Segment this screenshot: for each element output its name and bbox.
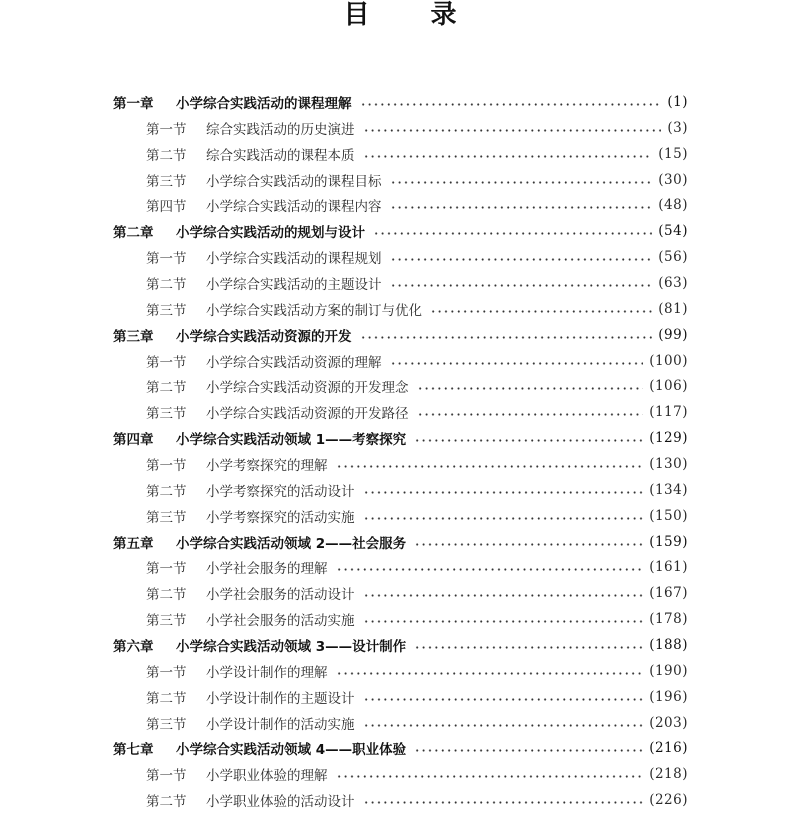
toc-entry-label: [113, 221, 365, 241]
dot-leader: [390, 181, 653, 184]
section-title: 小学综合实践活动的主题设计: [206, 276, 382, 293]
toc-section-entry: [0, 244, 800, 270]
dot-leader: [417, 413, 644, 416]
toc-chapter-entry: [0, 735, 800, 761]
dot-leader: [373, 232, 652, 235]
section-number: 第二节: [146, 147, 187, 164]
dot-leader: [390, 284, 653, 287]
dot-leader: [363, 491, 644, 494]
toc-section-entry: [0, 167, 800, 193]
toc-section-entry: [0, 192, 800, 218]
chapter-title: 小学综合实践活动领域 2——社会服务: [176, 535, 407, 552]
section-title: 小学设计制作的活动实施: [206, 716, 355, 733]
section-number: 第一节: [146, 251, 187, 268]
page-number: (54): [658, 223, 688, 240]
page-number: (196): [649, 688, 688, 705]
toc-entry-label: [146, 247, 382, 267]
page-number: (218): [649, 766, 688, 783]
page-number: (30): [658, 171, 688, 188]
dot-leader: [414, 543, 643, 546]
page-number: (190): [649, 662, 688, 679]
toc-entry-label: [146, 170, 382, 190]
toc-chapter-entry: [0, 89, 800, 115]
dot-leader: [414, 749, 643, 752]
page-number: (48): [658, 197, 688, 214]
page-number: (159): [649, 533, 688, 550]
dot-leader: [363, 155, 653, 158]
dot-leader: [390, 258, 653, 261]
page-number: (203): [649, 714, 688, 731]
section-title: 小学社会服务的理解: [206, 561, 328, 578]
section-number: 第二节: [146, 483, 187, 500]
toc-section-entry: [0, 761, 800, 787]
chapter-number: 第四章: [113, 432, 154, 449]
toc-entry-label: [113, 428, 406, 448]
toc-section-entry: [0, 451, 800, 477]
page-number: (150): [649, 507, 688, 524]
section-title: 小学综合实践活动资源的开发理念: [206, 380, 409, 397]
toc-entry-label: [146, 557, 328, 577]
toc-entry-label: [146, 764, 328, 784]
dot-leader: [336, 775, 644, 778]
toc-section-entry: [0, 658, 800, 684]
section-title: 小学社会服务的活动实施: [206, 613, 355, 630]
toc-entry-label: [113, 532, 406, 552]
section-title: 小学考察探究的理解: [206, 457, 328, 474]
section-number: 第一节: [146, 664, 187, 681]
section-number: 第三节: [146, 509, 187, 526]
section-number: 第一节: [146, 768, 187, 785]
toc-entry-label: [146, 144, 355, 164]
page-number: (130): [649, 455, 688, 472]
toc-entry-label: [113, 325, 352, 345]
section-title: 小学职业体验的理解: [206, 768, 328, 785]
dot-leader: [336, 465, 644, 468]
page-number: (188): [649, 636, 688, 653]
page-number: (99): [658, 326, 688, 343]
toc-chapter-entry: [0, 322, 800, 348]
dot-leader: [363, 698, 644, 701]
toc-entry-label: [146, 299, 422, 319]
section-number: 第二节: [146, 380, 187, 397]
section-title: 小学综合实践活动资源的开发路径: [206, 406, 409, 423]
toc-chapter-entry: [0, 425, 800, 451]
toc-section-entry: [0, 115, 800, 141]
toc-entry-label: [113, 635, 406, 655]
dot-leader: [363, 517, 644, 520]
section-number: 第二节: [146, 587, 187, 604]
section-title: 小学综合实践活动的课程内容: [206, 199, 382, 216]
toc-section-entry: [0, 348, 800, 374]
chapter-number: 第二章: [113, 225, 154, 242]
chapter-title: 小学综合实践活动资源的开发: [176, 328, 352, 345]
toc-section-entry: [0, 554, 800, 580]
page-number: (1): [667, 93, 688, 110]
toc-entry-label: [146, 790, 355, 810]
chapter-number: 第三章: [113, 328, 154, 345]
page-number: (178): [649, 611, 688, 628]
section-number: 第四节: [146, 199, 187, 216]
section-number: 第三节: [146, 613, 187, 630]
toc-entry-label: [146, 713, 355, 733]
section-number: 第一节: [146, 561, 187, 578]
section-number: 第三节: [146, 716, 187, 733]
toc-section-entry: [0, 296, 800, 322]
page-number: (81): [658, 300, 688, 317]
dot-leader: [414, 439, 643, 442]
dot-leader: [390, 206, 653, 209]
chapter-number: 第一章: [113, 95, 154, 112]
section-title: 小学设计制作的理解: [206, 664, 328, 681]
table-of-contents: [0, 89, 800, 813]
section-title: 小学综合实践活动资源的理解: [206, 354, 382, 371]
dot-leader: [414, 646, 643, 649]
toc-entry-label: [146, 376, 409, 396]
section-title: 小学综合实践活动方案的制订与优化: [206, 302, 422, 319]
toc-entry-label: [146, 506, 355, 526]
dot-leader: [390, 362, 644, 365]
toc-entry-label: [146, 661, 328, 681]
chapter-title: 小学综合实践活动的课程理解: [176, 95, 352, 112]
section-number: 第二节: [146, 794, 187, 811]
dot-leader: [363, 724, 644, 727]
section-number: 第三节: [146, 302, 187, 319]
dot-leader: [363, 129, 662, 132]
page-number: (100): [649, 352, 688, 369]
toc-section-entry: [0, 710, 800, 736]
page-number: (3): [667, 119, 688, 136]
toc-entry-label: [146, 609, 355, 629]
dot-leader: [430, 310, 652, 313]
page-number: (15): [658, 145, 688, 162]
page-number: (216): [649, 740, 688, 757]
section-number: 第三节: [146, 406, 187, 423]
chapter-title: 小学综合实践活动的规划与设计: [176, 225, 365, 242]
section-title: 小学综合实践活动的课程规划: [206, 251, 382, 268]
page-number: (117): [649, 404, 688, 421]
toc-entry-label: [113, 738, 406, 758]
chapter-number: 第六章: [113, 638, 154, 655]
dot-leader: [417, 387, 644, 390]
section-number: 第一节: [146, 457, 187, 474]
toc-section-entry: [0, 270, 800, 296]
page-number: (226): [649, 792, 688, 809]
dot-leader: [336, 672, 644, 675]
dot-leader: [363, 620, 644, 623]
page-number: (161): [649, 559, 688, 576]
toc-section-entry: [0, 141, 800, 167]
toc-entry-label: [146, 454, 328, 474]
dot-leader: [360, 103, 662, 106]
toc-entry-label: [146, 118, 355, 138]
section-title: 小学设计制作的主题设计: [206, 690, 355, 707]
page-number: (63): [658, 274, 688, 291]
section-title: 小学职业体验的活动设计: [206, 794, 355, 811]
chapter-title: 小学综合实践活动领域 1——考察探究: [176, 432, 407, 449]
section-number: 第三节: [146, 173, 187, 190]
toc-chapter-entry: [0, 632, 800, 658]
dot-leader: [336, 568, 644, 571]
toc-section-entry: [0, 684, 800, 710]
section-title: 综合实践活动的课程本质: [206, 147, 355, 164]
chapter-number: 第五章: [113, 535, 154, 552]
page-number: (106): [649, 378, 688, 395]
toc-entry-label: [146, 687, 355, 707]
toc-section-entry: [0, 787, 800, 813]
toc-entry-label: [113, 92, 352, 112]
toc-entry-label: [146, 480, 355, 500]
toc-entry-label: [146, 351, 382, 371]
toc-section-entry: [0, 503, 800, 529]
section-number: 第二节: [146, 690, 187, 707]
page-number: (167): [649, 585, 688, 602]
chapter-title: 小学综合实践活动领域 3——设计制作: [176, 638, 407, 655]
page-number: (134): [649, 481, 688, 498]
toc-section-entry: [0, 477, 800, 503]
toc-section-entry: [0, 399, 800, 425]
chapter-number: 第七章: [113, 742, 154, 759]
section-number: 第一节: [146, 121, 187, 138]
toc-entry-label: [146, 273, 382, 293]
toc-entry-label: [146, 583, 355, 603]
toc-chapter-entry: [0, 529, 800, 555]
section-title: 综合实践活动的历史演进: [206, 121, 355, 138]
page-title: 目 录: [343, 0, 483, 30]
page-number: (56): [658, 249, 688, 266]
section-title: 小学综合实践活动的课程目标: [206, 173, 382, 190]
dot-leader: [363, 594, 644, 597]
section-number: 第一节: [146, 354, 187, 371]
toc-section-entry: [0, 373, 800, 399]
chapter-title: 小学综合实践活动领域 4——职业体验: [176, 742, 407, 759]
toc-entry-label: [146, 402, 409, 422]
toc-entry-label: [146, 195, 382, 215]
toc-section-entry: [0, 606, 800, 632]
section-title: 小学考察探究的活动实施: [206, 509, 355, 526]
page-number: (129): [649, 430, 688, 447]
section-number: 第二节: [146, 276, 187, 293]
toc-section-entry: [0, 580, 800, 606]
toc-chapter-entry: [0, 218, 800, 244]
dot-leader: [363, 801, 644, 804]
dot-leader: [360, 336, 653, 339]
section-title: 小学社会服务的活动设计: [206, 587, 355, 604]
section-title: 小学考察探究的活动设计: [206, 483, 355, 500]
